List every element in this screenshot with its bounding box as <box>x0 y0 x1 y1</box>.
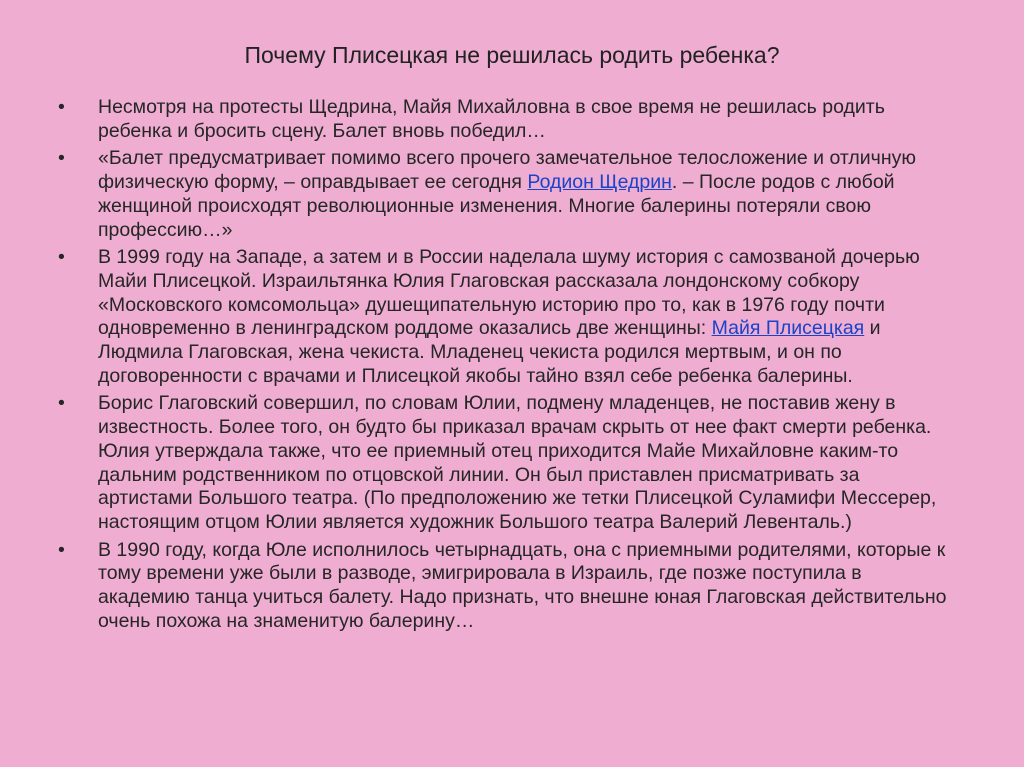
bullet-item <box>58 147 958 242</box>
link-maya-plisetskaya[interactable]: Майя Плисецкая <box>711 317 865 340</box>
slide-title: Почему Плисецкая не решилась родить ребенка? <box>244 42 780 68</box>
bullet-dot-icon: • <box>58 246 65 269</box>
bullet-item <box>58 539 958 634</box>
text-run: В 1990 году, когда Юле исполнилось четырнадцать, она с приемными родителями, которые к тому времени уже были в разводе, эмигрировала в Израиль, где позже поступила в академию танца учиться балету. Надо признать, что внешне юная Глаговская действительно очень похожа на знаменитую балерину… <box>98 538 947 632</box>
bullet-item <box>58 392 958 534</box>
bullet-item <box>58 96 958 143</box>
bullet-dot-icon: • <box>58 538 65 561</box>
bullet-text <box>98 147 916 240</box>
text-run: и Людмила Глаговская, жена чекиста. Младенец чекиста родился мертвым, и он по договоренности с врачами и Плисецкой якобы тайно взял себе ребенка балерины. <box>98 317 881 387</box>
text-run: В 1999 году на Западе, а затем и в России наделала шуму история с самозваной дочерью Майи Плисецкой. Израильтянка Юлия Глаговская рассказала лондонскому собкору «Московского комсомольца» душещипательную историю про то, как в 1976 году почти одновременно в ленинградском роддоме оказались две женщины: <box>98 246 920 340</box>
bullet-dot-icon: • <box>58 392 65 415</box>
bullet-text <box>98 246 920 387</box>
bullet-text <box>98 392 936 533</box>
link-rodion-shchedrin[interactable]: Родион Щедрин <box>527 171 672 194</box>
text-run: Борис Глаговский совершил, по словам Юлии, подмену младенцев, не поставив жену в известность. Более того, он будто бы приказал врачам скрыть от нее факт смерти ребенка. Юлия утверждала также, что ее приемный отец приходится Майе Михайловне каким-то дальним родственником по отцовской линии. Он был приставлен присматривать за артистами Большого театра. (По предположению же тетки Плисецкой Суламифи Мессерер, настоящим отцом Юлии является художник Большого театра Валерий Левенталь.) <box>98 392 937 533</box>
text-run: . – После родов с любой женщиной происходят революционные изменения. Многие балерины потеряли свою профессию…» <box>98 171 895 241</box>
bullet-dot-icon: • <box>58 96 65 118</box>
bullet-text <box>98 96 885 142</box>
bullet-item <box>58 246 958 388</box>
text-run: «Балет предусматривает помимо всего прочего замечательное телосложение и отличную физическую форму, – оправдывает ее сегодня <box>98 147 916 194</box>
bullet-dot-icon: • <box>58 147 65 170</box>
bullet-list <box>58 96 958 637</box>
bullet-text <box>98 539 946 632</box>
text-run: Несмотря на протесты Щедрина, Майя Михайловна в свое время не решилась родить ребенка и бросить сцену. Балет вновь победил… <box>98 96 885 142</box>
